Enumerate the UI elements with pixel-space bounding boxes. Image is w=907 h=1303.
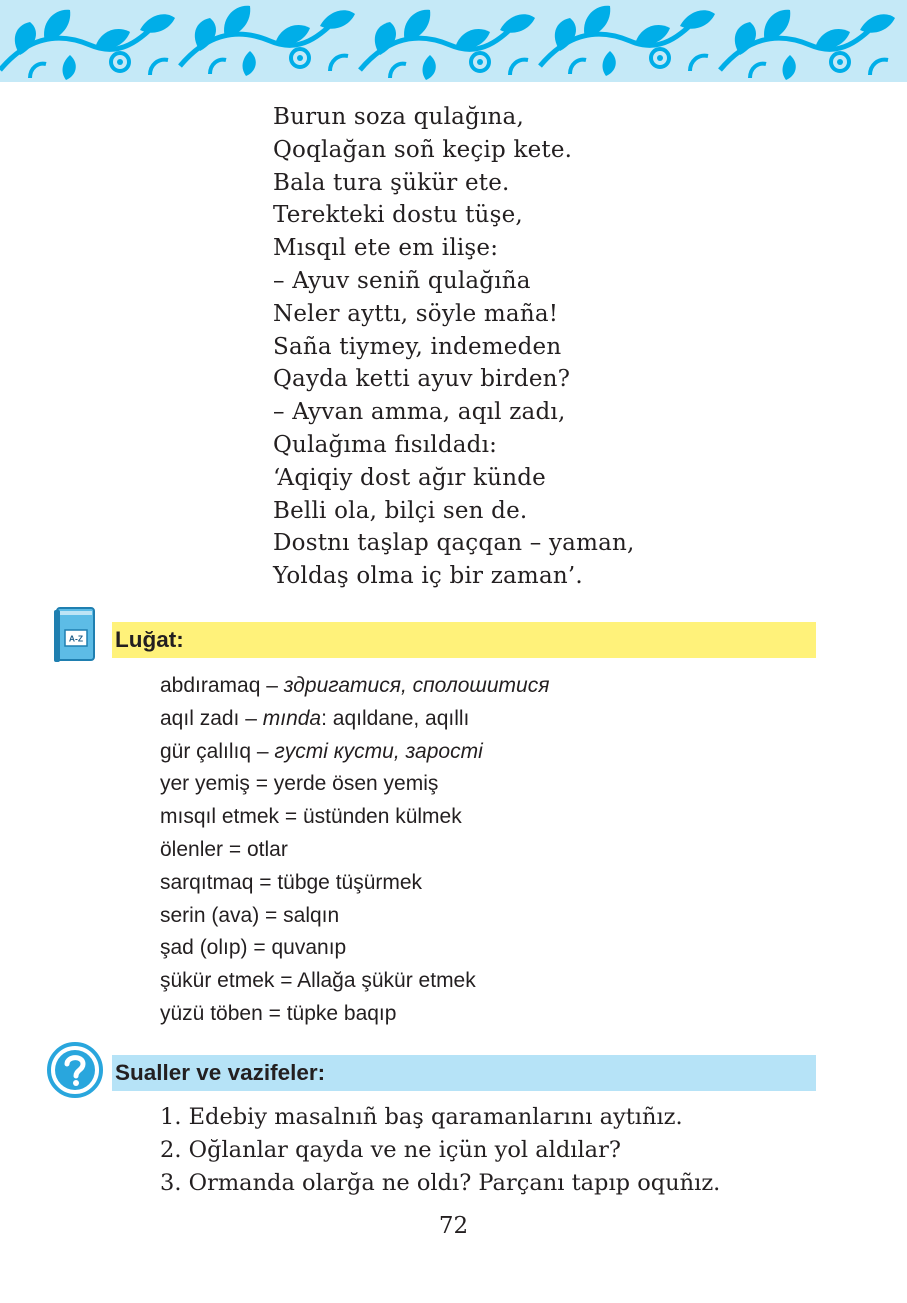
- tasks-header: [112, 1055, 816, 1091]
- poem-line: – Ayuv seniñ qulağıña: [273, 267, 531, 294]
- poem-line: Mısqıl ete em ilişe:: [273, 235, 499, 262]
- vocab-separator: =: [247, 936, 272, 960]
- poem-line: Saña tiymey, indemeden: [273, 333, 562, 360]
- vocab-translation: mında: [262, 706, 322, 730]
- vocab-separator: =: [259, 903, 284, 927]
- page-number: 72: [438, 1213, 469, 1239]
- vocab-rest: : aqıldane, aqıllı: [321, 706, 470, 730]
- vocab-term: şükür etmek: [160, 969, 275, 993]
- vocabulary-entry: [160, 932, 549, 965]
- poem-line: Qoqlağan soñ keçip kete.: [273, 136, 573, 163]
- vocabulary-entry: [160, 670, 549, 703]
- vocab-separator: –: [239, 706, 263, 730]
- vocab-rest: yerde ösen yemiş: [273, 772, 439, 796]
- dictionary-book-icon: [52, 606, 98, 664]
- icon-label: A-Z: [68, 633, 84, 644]
- poem-line: Dostnı taşlap qaçqan – yaman,: [273, 530, 635, 557]
- poem-text: [273, 101, 635, 593]
- vocab-term: gür çalılıq: [160, 739, 252, 763]
- header-banner: [0, 0, 907, 82]
- vocab-rest: üstünden külmek: [302, 805, 462, 829]
- tasks-list: [160, 1101, 720, 1200]
- question-mark-icon: [46, 1041, 104, 1099]
- vocab-term: aqıl zadı: [160, 706, 240, 730]
- tasks-title: Sualler ve vazifeler:: [115, 1060, 326, 1085]
- vocab-term: ölenler: [160, 837, 224, 861]
- vocab-term: serin (ava): [160, 903, 260, 927]
- vocabulary-entry: [160, 703, 549, 736]
- vocabulary-entry: [160, 900, 549, 933]
- vocab-separator: =: [274, 969, 298, 993]
- poem-line: ‘Aqiqiy dost ağır künde: [273, 464, 546, 491]
- vocab-translation: здригатися, сполошитися: [283, 674, 550, 697]
- poem-line: Neler ayttı, söyle maña!: [273, 300, 559, 327]
- task-item: 2. Oğlanlar qayda ve ne içün yol aldılar?: [160, 1137, 621, 1163]
- vocabulary-entry: [160, 768, 549, 801]
- vocab-term: abdıramaq: [160, 674, 261, 697]
- vocab-separator: =: [279, 805, 303, 829]
- task-item: 3. Ormanda olarğa ne oldı? Parçanı tapıp oquñız.: [160, 1170, 721, 1196]
- task-item: 1. Edebiy masalnıñ baş qaramanlarını aytıñız.: [160, 1104, 683, 1130]
- vocab-term: mısqıl etmek: [160, 805, 280, 829]
- poem-line: Qulağıma fısıldadı:: [273, 431, 498, 458]
- vocab-translation: густі кусти, зарості: [274, 739, 483, 763]
- poem-line: Bala tura şükür ete.: [273, 169, 510, 196]
- vocabulary-entry: [160, 965, 549, 998]
- poem-line: Yoldaş olma iç bir zaman’.: [273, 563, 583, 590]
- vocabulary-entry: [160, 736, 549, 769]
- vocab-separator: =: [253, 870, 278, 894]
- poem-line: Belli ola, bilçi sen de.: [273, 497, 528, 524]
- vocab-separator: =: [223, 837, 247, 861]
- vocabulary-entry: [160, 801, 549, 834]
- vocabulary-entry: [160, 867, 549, 900]
- floral-ornament-icon: [0, 0, 907, 82]
- poem-line: Qayda ketti ayuv birden?: [273, 366, 571, 393]
- vocab-rest: tübge tüşürmek: [277, 870, 423, 894]
- vocabulary-entry: [160, 834, 549, 867]
- vocab-rest: tüpke baqıp: [286, 1001, 397, 1025]
- vocab-separator: =: [262, 1001, 287, 1025]
- vocab-rest: Allağa şükür etmek: [297, 969, 476, 993]
- vocab-separator: –: [260, 674, 284, 697]
- poem-line: – Ayvan amma, aqıl zadı,: [273, 399, 566, 426]
- vocabulary-title: Luğat:: [115, 627, 184, 652]
- poem-line: Burun soza qulağına,: [273, 104, 524, 130]
- vocab-rest: quvanıp: [271, 936, 347, 960]
- vocab-term: sarqıtmaq: [160, 870, 254, 894]
- poem-line: Terekteki dostu tüşe,: [273, 202, 523, 229]
- vocabulary-header: [112, 622, 816, 658]
- vocab-separator: =: [249, 772, 274, 796]
- vocabulary-list: [160, 670, 549, 1031]
- vocabulary-entry: [160, 998, 549, 1031]
- vocab-separator: –: [251, 739, 275, 763]
- vocab-term: yüzü töben: [160, 1001, 263, 1025]
- vocab-rest: otlar: [246, 837, 288, 861]
- vocab-rest: salqın: [283, 903, 340, 927]
- vocab-term: yer yemiş: [160, 772, 250, 796]
- vocab-term: şad (olıp): [160, 936, 248, 960]
